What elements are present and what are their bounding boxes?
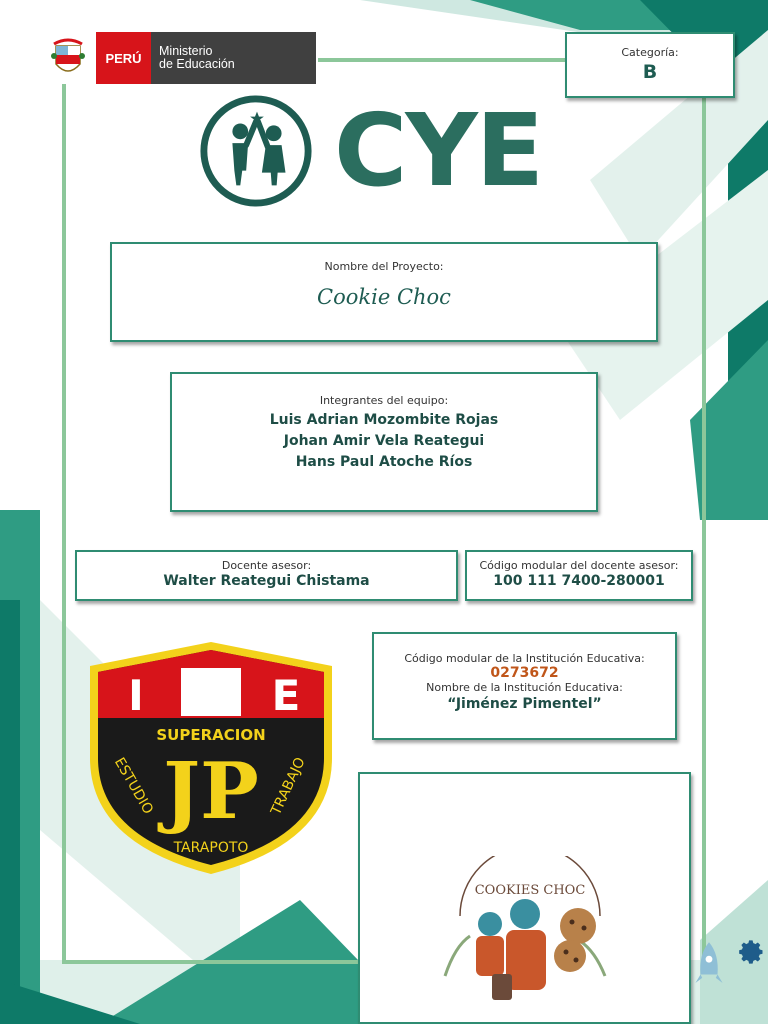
cookies-choc-logo-icon — [430, 856, 630, 1016]
coat-of-arms-icon — [48, 36, 88, 80]
frame-top — [318, 58, 568, 62]
peru-label: PERÚ — [96, 32, 151, 84]
crest-motto-top: SUPERACION — [156, 726, 266, 744]
team-member: Johan Amir Vela Reategui — [283, 433, 485, 449]
advisor-name: Walter Reategui Chistama — [163, 573, 370, 589]
ministry-header — [48, 32, 316, 84]
ministry-line1: Ministerio — [159, 44, 213, 58]
crest-initials: JP — [163, 746, 259, 837]
advisor-label: Docente asesor: — [221, 559, 312, 572]
category-box — [565, 32, 735, 98]
category-label: Categoría: — [621, 46, 679, 59]
frame-left — [62, 84, 66, 964]
school-crest-icon — [86, 638, 336, 878]
kids-circle-icon — [196, 92, 316, 210]
crest-motto-right: TRABAJO — [268, 755, 309, 818]
project-name: Cookie Choc — [317, 285, 451, 309]
institution-name-label: Nombre de la Institución Educativa: — [426, 681, 623, 694]
crest-city: TARAPOTO — [173, 840, 249, 856]
advisor-box — [75, 550, 458, 601]
product-image-box — [358, 772, 691, 1024]
crest-motto-left: ESTUDIO — [110, 754, 157, 818]
project-label: Nombre del Proyecto: — [324, 260, 444, 273]
team-box — [170, 372, 598, 512]
crest-letter-right: E — [271, 671, 301, 720]
ministry-line2: de Educación — [159, 57, 235, 71]
frame-bottom — [62, 960, 362, 964]
cookies-choc-brand: COOKIES CHOC — [474, 883, 586, 898]
gear-icon — [738, 938, 766, 966]
team-member: Hans Paul Atoche Ríos — [295, 454, 473, 470]
institution-code-label: Código modular de la Institución Educativa: — [404, 652, 645, 665]
ministry-label — [151, 32, 316, 84]
project-box — [110, 242, 658, 342]
cye-wordmark: CYE — [334, 92, 543, 209]
rocket-icon — [692, 940, 726, 992]
advisor-code-box — [465, 550, 693, 601]
frame-right — [702, 98, 706, 968]
category-value: B — [642, 61, 658, 83]
institution-box — [372, 632, 677, 740]
cye-logo — [196, 92, 586, 210]
institution-code: 0273672 — [490, 665, 559, 681]
crest-letter-left: I — [128, 671, 144, 720]
team-member: Luis Adrian Mozombite Rojas — [269, 412, 499, 428]
advisor-code-label: Código modular del docente asesor: — [479, 559, 679, 572]
institution-name: “Jiménez Pimentel” — [447, 696, 602, 712]
team-label: Integrantes del equipo: — [319, 394, 449, 407]
advisor-code-value: 100 111 7400-280001 — [493, 573, 665, 589]
